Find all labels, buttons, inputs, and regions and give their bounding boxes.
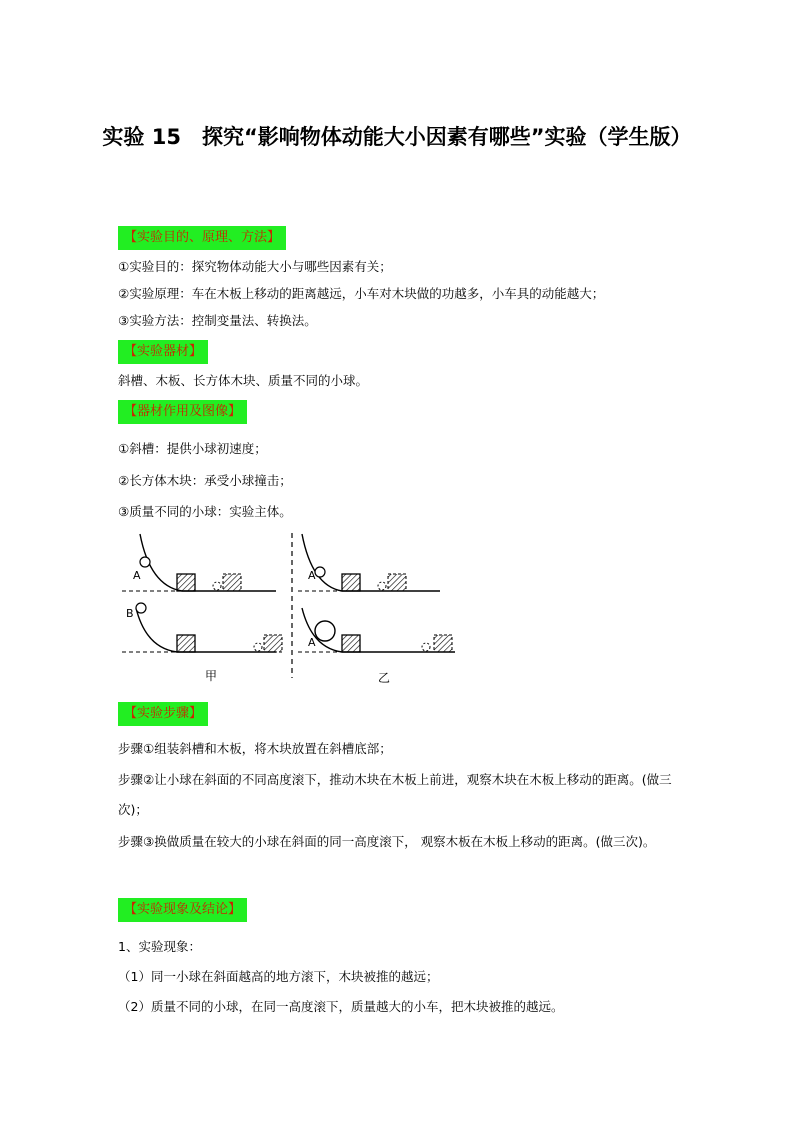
- label-a-right-bottom: A: [308, 636, 316, 649]
- label-a: A: [133, 569, 141, 582]
- section-tag-results: 【实验现象及结论】: [118, 898, 247, 922]
- panel-left-bottom: [122, 603, 282, 652]
- panel-right-bottom: [298, 608, 455, 652]
- roles-item-1: ①斜槽：提供小球初速度；: [118, 441, 267, 456]
- results-item-2: （2）质量不同的小球，在同一高度滚下，质量越大的小车，把木块被推的越远。: [118, 999, 564, 1014]
- panel-right-top: [298, 534, 440, 591]
- section-tag-equipment: 【实验器材】: [118, 340, 208, 364]
- equipment-item-1: 斜槽、木板、长方体木块、质量不同的小球。: [118, 373, 369, 388]
- roles-item-3: ③质量不同的小球：实验主体。: [118, 504, 292, 519]
- caption-right: 乙: [378, 671, 391, 685]
- results-item-1: （1）同一小球在斜面越高的地方滚下，木块被推的越远；: [118, 969, 439, 984]
- results-heading: 1、实验现象：: [118, 939, 201, 954]
- wood-block: [177, 574, 195, 591]
- label-b: B: [126, 607, 134, 620]
- section-tag-purpose: 【实验目的、原理、方法】: [118, 226, 286, 250]
- purpose-item-2: ②实验原理：车在木板上移动的距离越远，小车对木块做的功越多，小车具的动能越大；: [118, 286, 605, 301]
- step-2: 步骤②让小球在斜面的不同高度滚下，推动木块在木板上前进，观察木块在木板上移动的距离。(做三次)；: [118, 772, 672, 817]
- step-3: 步骤③换做质量在较大的小球在斜面的同一高度滚下， 观察木板在木板上移动的距离。(做三次)。: [118, 834, 656, 849]
- roles-item-2: ②长方体木块：承受小球撞击；: [118, 473, 292, 488]
- panel-left-top: [122, 534, 276, 591]
- page-title: 实验 15 探究“影响物体动能大小因素有哪些”实验（学生版）: [102, 125, 692, 149]
- section-tag-roles: 【器材作用及图像】: [118, 400, 247, 424]
- caption-left: 甲: [205, 669, 218, 683]
- experiment-figure: [120, 528, 470, 688]
- label-a-right-top: A: [308, 569, 316, 582]
- purpose-item-3: ③实验方法：控制变量法、转换法。: [118, 313, 317, 328]
- step-1: 步骤①组装斜槽和木板，将木块放置在斜槽底部；: [118, 741, 392, 756]
- section-tag-steps: 【实验步骤】: [118, 702, 208, 726]
- purpose-item-1: ①实验目的：探究物体动能大小与哪些因素有关；: [118, 259, 392, 274]
